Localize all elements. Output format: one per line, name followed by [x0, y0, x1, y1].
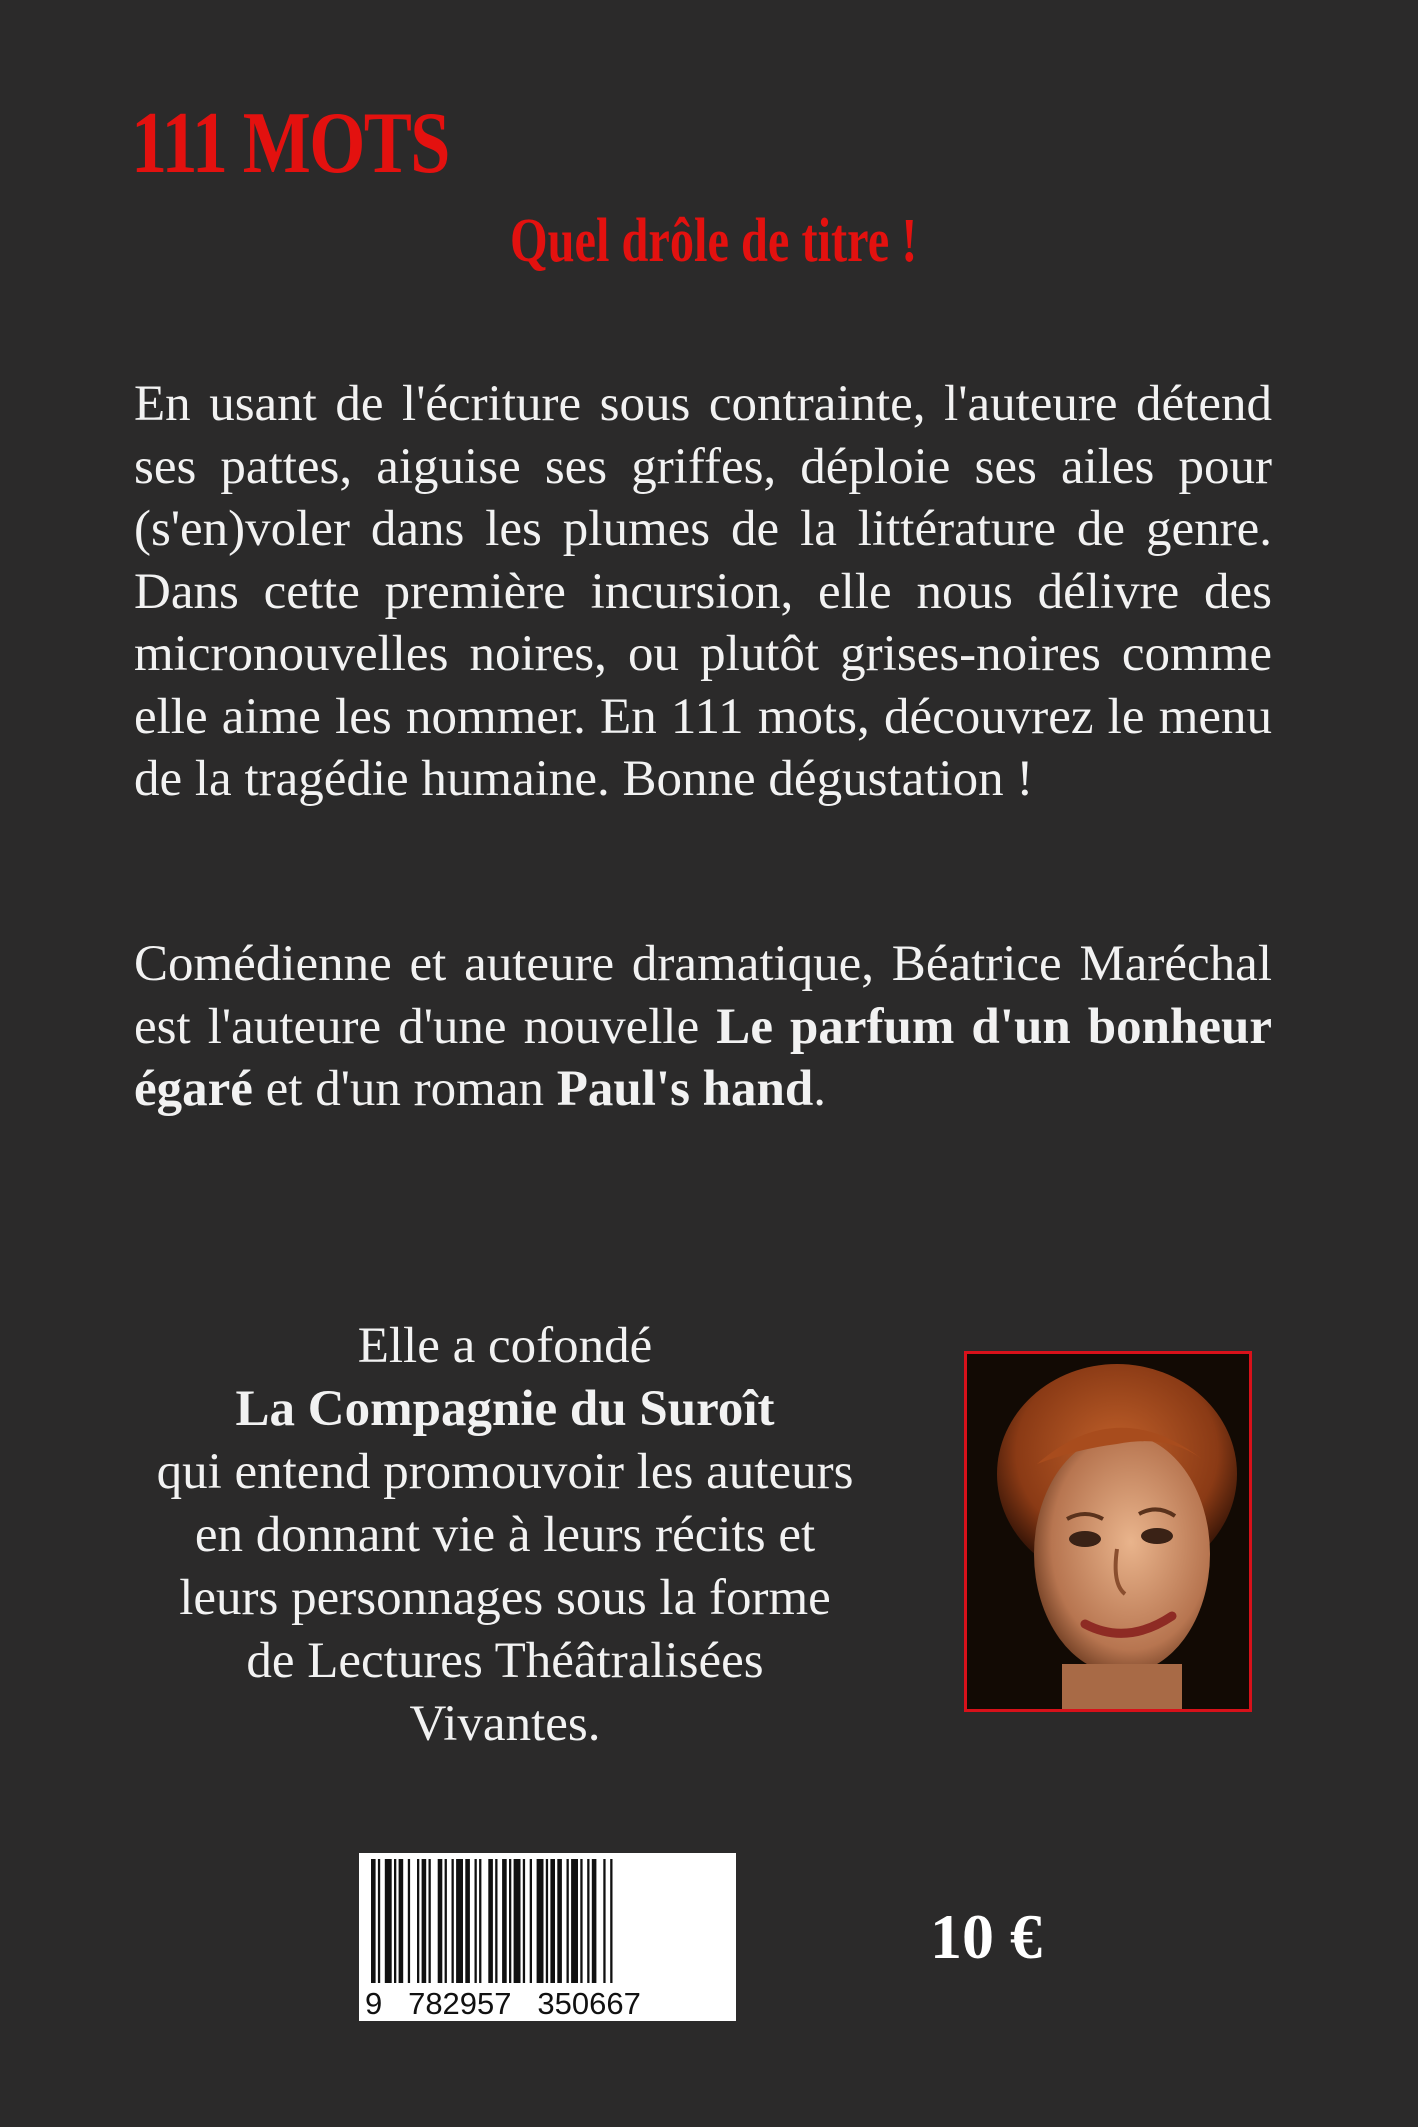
- blurb-paragraph: En usant de l'écriture sous contrainte, l'auteure détend ses pattes, aiguise ses griffes, déploie ses ailes pour (s'en)voler dans les plumes de la littérature de genre. Dans cette première incursion, elle nous délivre des micronouvelles noires, ou plutôt grises-noires comme elle aime les nommer. En 111 mots, découvrez le menu de la tragédie humaine. Bonne dégustation !: [134, 376, 1272, 807]
- bio-book-title-2: Paul's hand: [556, 1061, 814, 1117]
- company-name: La Compagnie du Suroît: [235, 1381, 775, 1437]
- company-line-5: leurs personnages sous la forme: [179, 1570, 831, 1626]
- company-block: [80, 1315, 930, 1756]
- company-line-7: Vivantes.: [409, 1696, 601, 1752]
- company-line-6: de Lectures Théâtralisées: [246, 1633, 764, 1689]
- isbn-number: 9 782957 350667: [365, 1986, 641, 2021]
- author-bio-paragraph: [134, 933, 1272, 1121]
- company-line-3: qui entend promouvoir les auteurs: [156, 1444, 854, 1500]
- barcode-bars-icon: [359, 1853, 736, 1985]
- author-photo: [964, 1351, 1252, 1712]
- bio-end: .: [813, 1061, 827, 1117]
- bio-middle: et d'un roman: [252, 1061, 557, 1117]
- bio-book-title-1: Le parfum d'un bonheur égaré: [134, 998, 1272, 1117]
- book-subtitle: Quel drôle de titre !: [510, 207, 918, 275]
- company-line-4: en donnant vie à leurs récits et: [194, 1507, 816, 1563]
- book-title: 111 MOTS: [131, 95, 449, 192]
- price: 10 €: [930, 1901, 1042, 1972]
- isbn-barcode: [359, 1853, 736, 2021]
- author-portrait-image: [967, 1354, 1249, 1709]
- company-line-1: Elle a cofondé: [357, 1318, 653, 1374]
- bio-intro: Comédienne et auteure dramatique, Béatrice Maréchal est l'auteure d'une nouvelle: [134, 936, 1272, 1055]
